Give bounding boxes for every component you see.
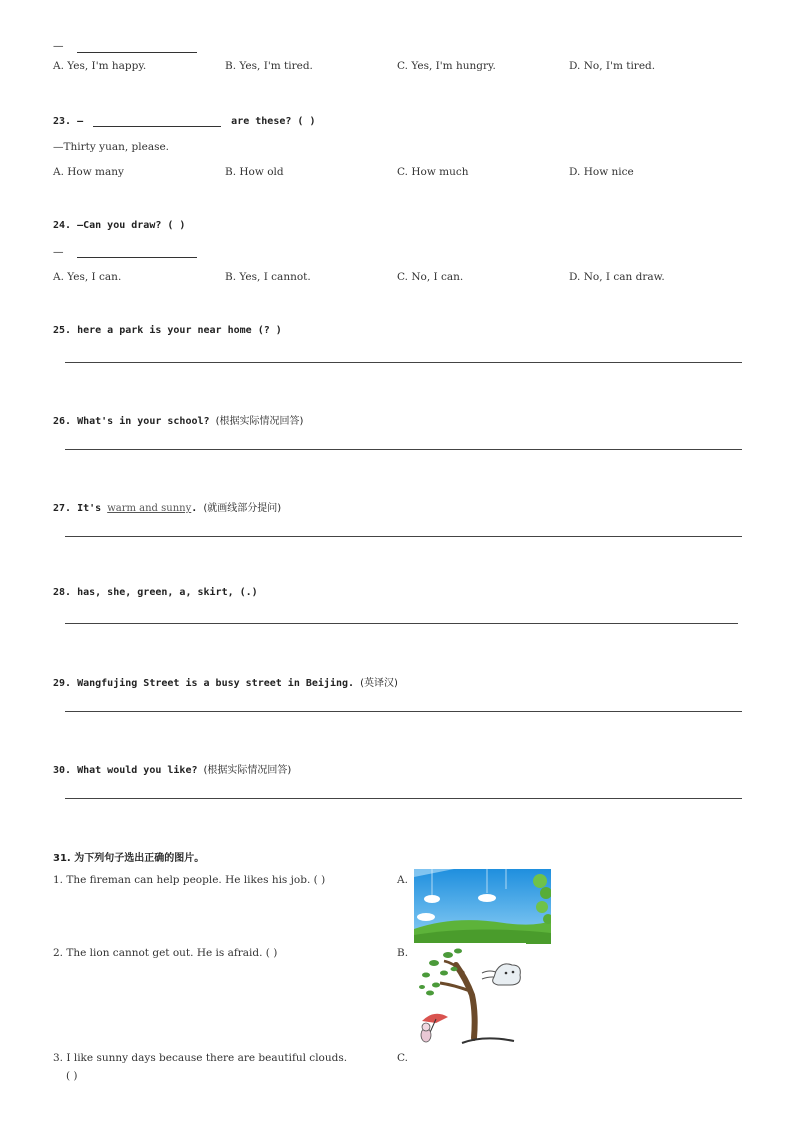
q22-answer-blank[interactable] <box>77 40 197 53</box>
q22-option-a[interactable]: A. Yes, I'm happy. <box>53 60 147 72</box>
q23-stem <box>53 115 315 127</box>
q22-option-b[interactable]: B. Yes, I'm tired. <box>225 60 313 72</box>
q24-dash: — <box>53 246 64 258</box>
q23-suffix: are these? ( ) <box>231 116 316 127</box>
q22-dash: — <box>53 40 64 52</box>
q31-sentence-2: 2. The lion cannot get out. He is afraid. ( ) <box>53 947 278 959</box>
q22-option-d[interactable]: D. No, I'm tired. <box>569 60 656 72</box>
q30-answer-line[interactable] <box>65 798 742 799</box>
q22-option-c[interactable]: C. Yes, I'm hungry. <box>397 60 496 72</box>
q24-option-a[interactable]: A. Yes, I can. <box>53 271 122 283</box>
q23-reply: —Thirty yuan, please. <box>53 141 170 153</box>
q31-sentence-1: 1. The fireman can help people. He likes his job. ( ) <box>53 874 326 886</box>
q29-answer-line[interactable] <box>65 711 742 712</box>
sky-grass-picture[interactable] <box>414 869 551 944</box>
q31-label-b: B. <box>397 947 409 959</box>
q30-note: (根据实际情况回答) <box>203 765 292 776</box>
q25-answer-line[interactable] <box>65 362 742 363</box>
q26-answer-line[interactable] <box>65 449 742 450</box>
q23-prefix: 23. — <box>53 116 84 127</box>
q23-option-b[interactable]: B. How old <box>225 166 284 178</box>
q26-stem <box>53 412 303 427</box>
q28-answer-line[interactable] <box>65 623 738 624</box>
q31-label-c: C. <box>397 1052 408 1064</box>
q31-sentence-3: 3. I like sunny days because there are beautiful clouds. <box>53 1052 348 1064</box>
q31-sentence-3-bracket[interactable]: ( ) <box>66 1070 78 1082</box>
q23-option-c[interactable]: C. How much <box>397 166 469 178</box>
q31-stem: 31. 为下列句子选出正确的图片。 <box>53 853 205 864</box>
q27-suffix: . <box>191 503 198 514</box>
q29-note: (英译汉) <box>360 678 398 689</box>
q29-stem <box>53 674 398 689</box>
windy-tree-picture[interactable] <box>414 943 526 1049</box>
q23-option-a[interactable]: A. How many <box>53 166 124 178</box>
q30-stem <box>53 761 291 776</box>
q25-stem: 25. here a park is your near home (? ) <box>53 325 282 336</box>
q23-answer-blank[interactable] <box>93 115 221 127</box>
q27-underlined: warm and sunny <box>107 503 192 514</box>
q31-label-a: A. <box>397 874 408 886</box>
q24-answer-blank[interactable] <box>77 245 197 258</box>
q24-stem: 24. —Can you draw? ( ) <box>53 220 186 231</box>
q27-answer-line[interactable] <box>65 536 742 537</box>
q27-prefix: 27. It's <box>53 503 108 514</box>
q26-note: (根据实际情况回答) <box>215 416 304 427</box>
q29-text: 29. Wangfujing Street is a busy street in Beijing. <box>53 678 355 689</box>
q24-option-d[interactable]: D. No, I can draw. <box>569 271 665 283</box>
q27-note: (就画线部分提问) <box>203 503 282 514</box>
q24-option-c[interactable]: C. No, I can. <box>397 271 464 283</box>
q27-stem <box>53 499 281 514</box>
q24-option-b[interactable]: B. Yes, I cannot. <box>225 271 311 283</box>
q30-text: 30. What would you like? <box>53 765 198 776</box>
q23-option-d[interactable]: D. How nice <box>569 166 634 178</box>
q28-stem: 28. has, she, green, a, skirt, (.) <box>53 587 258 598</box>
q26-text: 26. What's in your school? <box>53 416 210 427</box>
